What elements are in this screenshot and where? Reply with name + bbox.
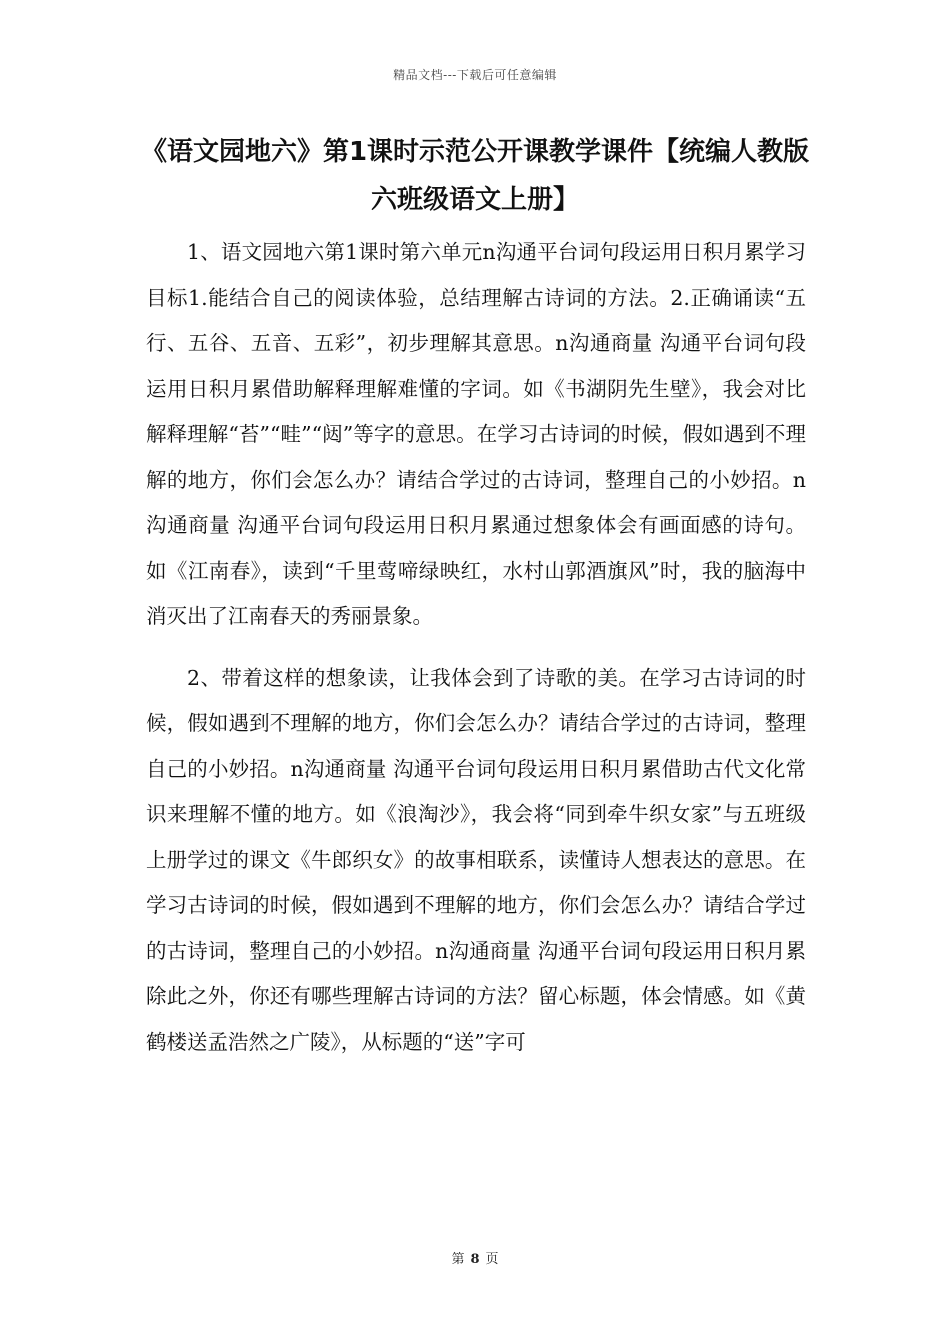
paragraph-2: 2、带着这样的想象读，让我体会到了诗歌的美。在学习古诗词的时候，假如遇到不理解的地方，你们会怎么办？请结合学过的古诗词，整理自己的小妙招。n沟通商量 沟通平台词句段运用日积月累借助古代文化常识来理解不懂的地方。如《浪淘沙》，我会将“同到牵牛织女家”与五班级上册学过的课文《牛郎织女》的故事相联系，读懂诗人想表达的意思。在学习古诗词的时候，假如遇到不理解的地方，你们会怎么办？请结合学过的古诗词，整理自己的小妙招。n沟通商量 沟通平台词句段运用日积月累除此之外，你还有哪些理解古诗词的方法？留心标题，体会情感。如《黄鹤楼送孟浩然之广陵》，从标题的“送”字可 (146, 665, 806, 1054)
document-body (146, 230, 806, 1081)
footer-prefix: 第 (451, 1252, 465, 1267)
paragraph-1: 1、语文园地六第1课时第六单元n沟通平台词句段运用日积月累学习目标1.能结合自己的阅读体验，总结理解古诗词的方法。2.正确诵读“五行、五谷、五音、五彩”，初步理解其意思。n沟通商量 沟通平台词句段运用日积月累借助解释理解难懂的字词。如《书湖阴先生壁》，我会对比解释理解“苔”“畦”“闼”等字的意思。在学习古诗词的时候，假如遇到不理解的地方，你们会怎么办？请结合学过的古诗词，整理自己的小妙招。n沟通商量 沟通平台词句段运用日积月累通过想象体会有画面感的诗句。如《江南春》，读到“千里莺啼绿映红，水村山郭酒旗风”时，我的脑海中消灭出了江南春天的秀丽景象。 (146, 240, 806, 628)
document-title: 《语文园地六》第1课时示范公开课教学课件【统编人教版六班级语文上册】 (140, 137, 810, 215)
page-footer (0, 1248, 950, 1267)
page-number: 8 (470, 1252, 480, 1267)
footer-suffix: 页 (485, 1252, 499, 1267)
page-header: 精品文档---下载后可任意编辑 (393, 68, 557, 82)
